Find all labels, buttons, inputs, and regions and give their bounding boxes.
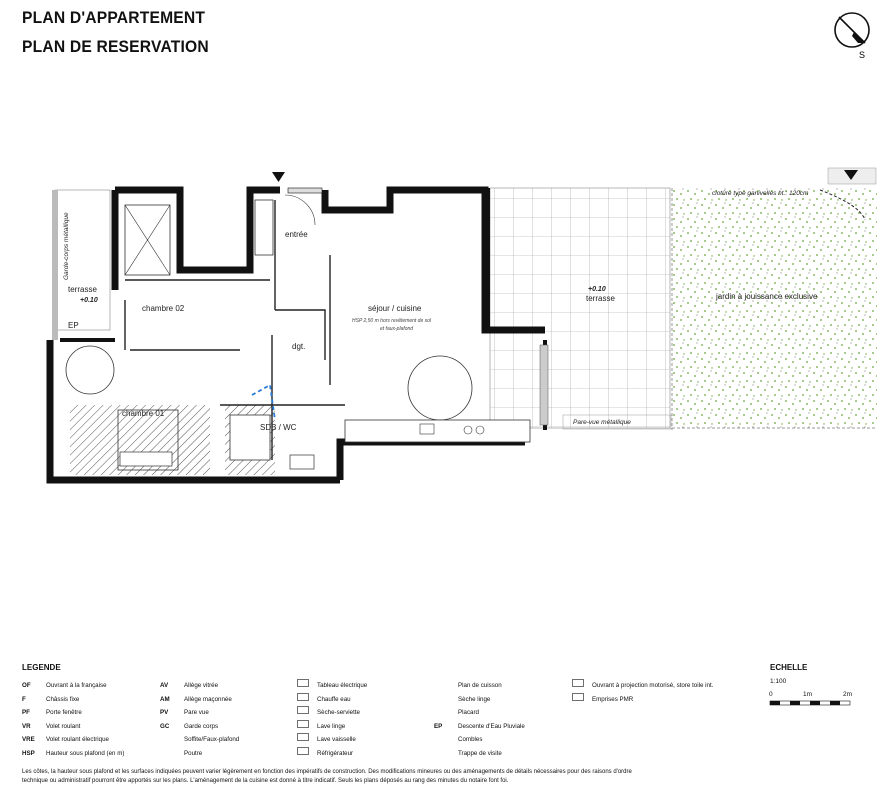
disclaimer-line-2: technique ou administratif pourront être apportés sur les plans. L'aménagement de la cuisine est donné à titre indicatif. Seuls les plans déposés au rang des minutes du notaire font foi. [22, 778, 509, 784]
legend-label: Lave linge [317, 722, 346, 730]
legend-item [22, 693, 124, 707]
legend-item [572, 679, 713, 693]
scale-bar [766, 686, 866, 710]
room-label-chambre1: chambre 01 [122, 409, 165, 418]
legend-item [22, 733, 124, 747]
legend-item [160, 706, 239, 720]
room-label-terrasse-left-level: +0.10 [80, 297, 98, 304]
legend-label: Châssis fixe [46, 695, 80, 703]
room-label-chambre2: chambre 02 [142, 304, 185, 313]
legend-label: Réfrigérateur [317, 749, 354, 757]
legend-label: Ouvrant à projection motorisé, store toile int. [592, 682, 714, 689]
legend-label: Ouvrant à la française [46, 682, 107, 689]
legend-column-4 [434, 679, 525, 760]
legend-label: Sèche linge [458, 695, 491, 703]
legend-abbrev: EP [434, 722, 443, 730]
scale-tick-0: 0 [769, 691, 773, 698]
scale-heading: ECHELLE [770, 663, 808, 672]
legend-item [160, 747, 239, 761]
legend-label: Volet roulant électrique [46, 736, 109, 743]
legend-label: Emprises PMR [592, 695, 634, 703]
legend-item [434, 693, 525, 707]
room-label-entree: entrée [285, 230, 308, 239]
legend-label: Soffite/Faux-plafond [184, 736, 240, 743]
garden-area [672, 188, 877, 428]
legend-symbol-icon [297, 733, 317, 747]
page-title: PLAN D'APPARTEMENT [22, 8, 206, 27]
floor-plan [0, 160, 889, 490]
legend-item [434, 747, 525, 761]
legend-column-1 [22, 679, 124, 760]
legend-label: Poutre [184, 749, 203, 757]
legend-item [160, 733, 239, 747]
legend-item [22, 747, 124, 761]
legend-abbrev: PF [22, 709, 30, 716]
room-label-dgt: dgt. [292, 342, 306, 351]
svg-text:S: S [859, 50, 866, 60]
annotation-cloture: clotûre type ganivelles ht.: 120cm [712, 190, 809, 197]
legend-item [297, 747, 367, 761]
legend-item [22, 720, 124, 734]
legend-abbrev: VRE [22, 736, 35, 743]
legend-symbol-icon [297, 720, 317, 734]
legend-item [22, 679, 124, 693]
room-label-hsp1: HSP 2,50 m hors revêtement de sol [352, 318, 432, 324]
legend-abbrev [160, 747, 184, 761]
legend-label: Tableau électrique [317, 682, 368, 689]
legend-abbrev [434, 693, 458, 707]
legend-item [434, 733, 525, 747]
room-label-sdb: SDB / WC [260, 423, 297, 432]
legend-symbol-icon [297, 693, 317, 707]
legend-item [160, 679, 239, 693]
legend-abbrev: GC [160, 722, 170, 730]
scale-tick-2: 2m [843, 691, 853, 698]
legend-label: Allège vitrée [184, 682, 219, 689]
legend-label: Porte fenêtre [46, 709, 82, 716]
legend-abbrev: AV [160, 682, 169, 689]
legend-label: Descente d'Eau Pluviale [458, 722, 525, 730]
legend-item [297, 706, 367, 720]
disclaimer-note [22, 768, 702, 786]
legend-item [297, 679, 367, 693]
legend-label: Trappe de visite [458, 749, 502, 757]
legend-abbrev [434, 733, 458, 747]
legend-symbol-icon [297, 747, 317, 761]
legend-symbol-icon [297, 679, 317, 693]
legend-item [160, 693, 239, 707]
legend-abbrev [434, 679, 458, 693]
legend-label: Pare vue [184, 709, 209, 716]
compass-icon [832, 10, 874, 60]
legend-column-3 [297, 679, 367, 760]
legend-label: Sèche-serviette [317, 709, 360, 716]
legend-item [297, 720, 367, 734]
legend-column-5 [572, 679, 713, 706]
room-label-jardin: jardin à jouissance exclusive [716, 292, 818, 301]
legend-item [434, 706, 525, 720]
annotation-pare-vue: Pare-vue métallique [573, 419, 631, 426]
legend-item [297, 693, 367, 707]
page-subtitle: PLAN DE RESERVATION [22, 37, 209, 56]
legend-abbrev [434, 747, 458, 761]
scale-tick-1: 1m [803, 691, 813, 698]
room-label-hsp2: et faux-plafond [380, 326, 414, 332]
legend-item [572, 693, 713, 707]
legend-item [434, 720, 525, 734]
legend-symbol-icon [572, 679, 592, 693]
legend-label: Placard [458, 709, 479, 716]
legend-abbrev: F [22, 695, 26, 703]
legend-label: Chauffe eau [317, 695, 351, 703]
legend-item [22, 706, 124, 720]
legend-abbrev: HSP [22, 749, 35, 757]
room-label-terrasse-left: terrasse [68, 285, 97, 294]
legend-label: Allège maçonnée [184, 695, 232, 703]
legend-item [160, 720, 239, 734]
legend-label: Hauteur sous plafond (en m) [46, 749, 125, 757]
legend-symbol-icon [572, 693, 592, 707]
room-label-sejour: séjour / cuisine [368, 304, 422, 313]
scale-ratio: 1:100 [770, 678, 787, 685]
annotation-garde-corps: Garde-corps métallique [63, 212, 70, 280]
room-label-terrasse-right-level: +0.10 [588, 286, 606, 293]
legend-label: Plan de cuisson [458, 682, 502, 689]
legend-abbrev: AM [160, 695, 170, 703]
legend-item [297, 733, 367, 747]
legend-abbrev [434, 706, 458, 720]
legend-column-2 [160, 679, 239, 760]
legend-label: Volet roulant [46, 722, 81, 730]
legend-abbrev: OF [22, 682, 31, 689]
legend-heading: LEGENDE [22, 663, 61, 672]
terrace-right [490, 188, 670, 428]
legend-item [434, 679, 525, 693]
room-label-terrasse-right: terrasse [586, 294, 615, 303]
legend-label: Lave vaisselle [317, 736, 356, 743]
legend-abbrev: VR [22, 722, 31, 730]
room-label-ep: EP [68, 321, 79, 330]
disclaimer-line-1: Les côtes, la hauteur sous plafond et les surfaces indiquées peuvent varier légèrement en fonction des impératifs de construction. Des modifications mineures ou des aménagements de détails nécessaires pour des raisons d'ordre [22, 769, 632, 775]
legend-abbrev [160, 733, 184, 747]
legend-label: Combles [458, 736, 483, 743]
legend-abbrev: PV [160, 709, 169, 716]
legend-symbol-icon [297, 706, 317, 720]
legend-label: Garde corps [184, 722, 219, 730]
